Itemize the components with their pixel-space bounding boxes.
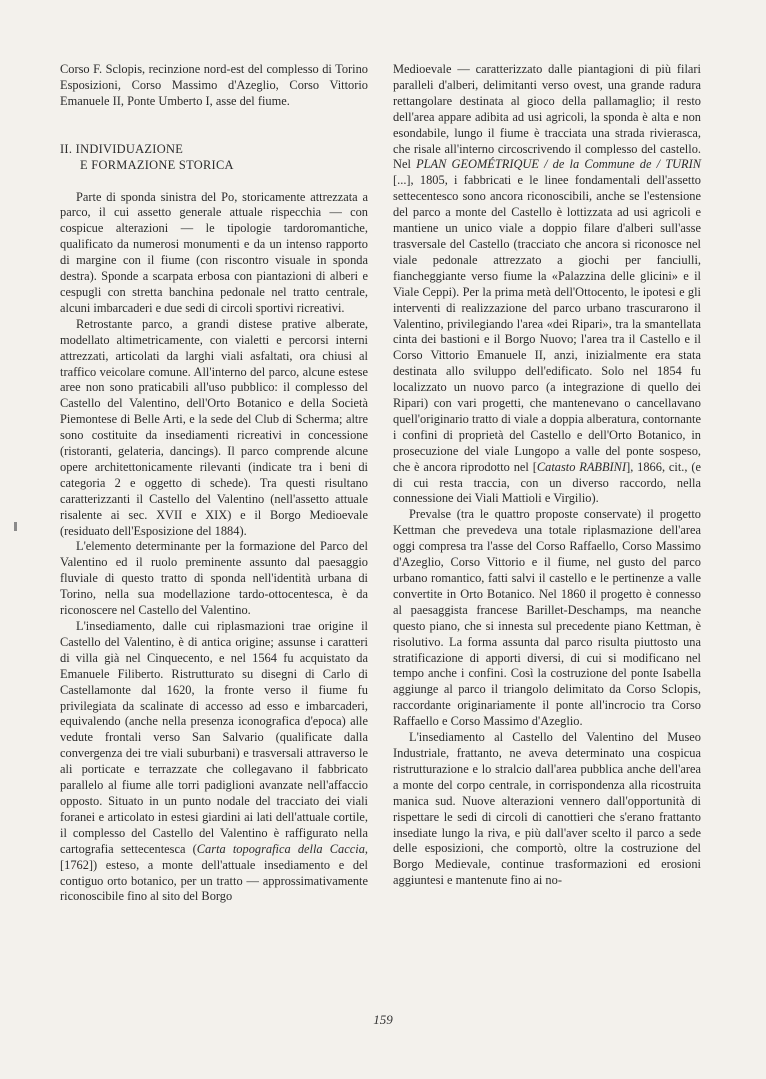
italic-citation: PLAN GEOMÉTRIQUE / de la Commune de / TURIN (416, 157, 701, 172)
italic-citation: Catasto RABBINI (536, 459, 627, 474)
margin-mark (14, 522, 17, 531)
text-run: , [1762]) esteso, a monte dell'attuale insediamento e del contiguo orto botanico, per un tratto — approssimativamente riconoscibile fino al sito del Borgo (60, 841, 369, 904)
intro-paragraph: Corso F. Sclopis, recinzione nord-est del complesso di Torino Esposizioni, Corso Massimo d'Azeglio, Corso Vittorio Emanuele II, Ponte Umberto I, asse del fiume. (60, 62, 368, 108)
paragraph: Parte di sponda sinistra del Po, storicamente attrezzata a parco, il cui assetto generale attuale rispecchia — con cospicue alterazioni — le tipologie tardoromantiche, qualificato da numerosi monumenti e da un intenso rapporto di margine con il fiume (con riscontro visuale in sponda destra). Sponde a scarpata erbosa con piantazioni di alberi e cespugli con stretta banchina pedonale nel tratto centrale, alcuni imbarcaderi e due sedi di circoli sportivi ricreativi. (60, 189, 368, 315)
paragraph (60, 619, 368, 905)
section-heading-line2: E FORMAZIONE STORICA (80, 157, 234, 172)
text-run: ], 1866, cit., (e di cui resta traccia, con un diverso raccordo, nella connessione dei Viali Mattioli e Virgilio). (393, 459, 701, 506)
text-run: Medioevale — caratterizzato dalle piantagioni di più filari paralleli d'alberi, delimitanti verso ovest, una grande radura rettangolare destinata al gioco della pallamaglio; il resto dell'area appare adibita ad usi agricoli, la sponda è alta e non esondabile, lungo il fiume è tracciata una strada rivierasca, che risale all'interno circoscrivendo il complesso del castello. Nel (393, 62, 701, 172)
text-run: L'insediamento, dalle cui riplasmazioni trae origine il Castello del Valentino, è di antica origine; assunse i caratteri di villa già nel Cinquecento, e nel 1564 fu acquistato da Emanuele Filiberto. Ristrutturato su disegni di Carlo di Castellamonte dal 1620, la fronte verso il fiume fu privilegiata da scalinate di accesso ad esso e imbarcaderi, equivalendo (anche nella presenza iconografica d'epoca) alle vedute frontali verso San Salvario (qualificate dalla convergenza dei tre viali suburbani) e trasversali attraverso le ali porticate e terrazzate che collegavano il fabbricato parallelo al fiume alle torri padiglioni avanzate nell'affaccio opposto. Situato in un punto nodale del tracciato dei viali foranei e articolato in estesi giardini ai lati dell'attuale cortile, il complesso del Castello del Valentino è raffigurato nella cartografia settecentesca ( (60, 619, 368, 856)
text-run: [...], 1805, i fabbricati e le linee fondamentali dell'assetto settecentesco sono ancora riconoscibili, anche se l'estensione del parco a monte del Castello è lottizzata ad usi agricoli e mantiene un unico viale a doppio filare d'alberi sull'asse trasversale del Castello (tracciato che ancora si riconosce nel viale pedonale attrezzato a giochi per fanciulli, fiancheggiante verso fiume la «Palazzina delle glicini» e il Viale Ceppi). Per la prima metà dell'Ottocento, le ipotesi e gli interventi di realizzazione del parco urbano trascurarono il Valentino, privilegiando l'area «dei Ripari», tra la smantellata cinta dei bastioni e il Borgo Nuovo; l'area tra il Castello e il Corso Vittorio Emanuele II, anzi, inizialmente era stata destinata allo sviluppo dell'edificato. Solo nel 1854 fu localizzato un nuovo parco (a integrazione di quello dei Ripari) con vari progetti, che mantenevano o cancellavano quell'originario tratto di viale a doppia alberatura, contornante i confini di proprietà del Castello e dell'Orto Botanico, in prosecuzione del viale Lungopo a valle del ponte sospeso, che è ancora riprodotto nel [ (393, 173, 701, 474)
paragraph: Prevalse (tra le quattro proposte conservate) il progetto Kettman che prevedeva una totale riplasmazione dell'area oggi compresa tra l'asse del Corso Raffaello, Corso Massimo d'Azeglio, Corso Vittorio e il fiume, nel gusto del parco urbano romantico, fatti salvi il castello e le pertinenze a valle convertite in Orto Botanico. Nel 1860 il progetto è connesso al paesaggista francese Barillet-Deschamps, ma neanche questo piano, che si innesta sul precedente piano Kettman, è risolutivo. La forma assunta dal parco risulta piuttosto una stratificazione di apporti diversi, di cui si modificano nel tempo anche i confini. Così la costruzione del ponte Isabella aggiunge al parco il triangolo delimitato da Corso Sclopis, raccordante originariamente il ponte all'incrocio tra Corso Raffaello e Corso Massimo d'Azeglio. (393, 507, 701, 729)
paragraph: L'insediamento al Castello del Valentino del Museo Industriale, frattanto, ne aveva determinato una cospicua ristrutturazione e lo stralcio dall'area pubblica anche dell'area a monte del corpo centrale, in corrispondenza alla ricostruita manica sud. Nuove alterazioni vennero dall'opportunità di rispettare le sedi di circoli di canottieri che s'erano frattanto insediate lungo la riva, e più dall'aver scelto il parco a sede delle esposizioni, che comportò, oltre la costruzione del Borgo Medievale, continue trasformazioni ed erosioni aggiuntesi e mantenute fino ai no- (393, 730, 701, 888)
section-heading (60, 142, 368, 174)
left-column (60, 62, 368, 905)
section-heading-line1: II. INDIVIDUAZIONE (60, 141, 184, 156)
page-number: 159 (373, 1012, 393, 1027)
italic-citation: Carta topografica della Caccia (196, 841, 365, 856)
right-column (393, 62, 701, 889)
paragraph: L'elemento determinante per la formazione del Parco del Valentino ed il ruolo preminente assunto dal paesaggio fluviale di questo tratto di sponda nell'identità urbana di Torino, nella sua modellazione tardo-ottocentesca, è da riconoscere nel Castello del Valentino. (60, 539, 368, 618)
paragraph: Retrostante parco, a grandi distese prative alberate, modellato altimetricamente, con vialetti e percorsi interni attrezzati, articolati da larghi viali asfaltati, ora chiusi al traffico veicolare comune. All'interno del parco, alcune estese aree non sono praticabili all'uso pubblico: il complesso del Castello del Valentino, dell'Orto Botanico e della Società Piemontese di Belle Arti, e la sede del Club di Scherma; altre sono costituite da insediamenti ricreativi in concessione (ristoranti, gelateria, dancings). Il parco comprende alcune opere architettonicamente rilevanti (indicate tra i beni di categoria 2 e oggetto di schede). Tra questi risultano caratterizzanti il Castello del Valentino (nell'assetto attuale risalente ai sec. XVII e XIX) e il Borgo Medioevale (residuato dell'Esposizione del 1884). (60, 316, 368, 538)
paragraph (393, 62, 701, 507)
